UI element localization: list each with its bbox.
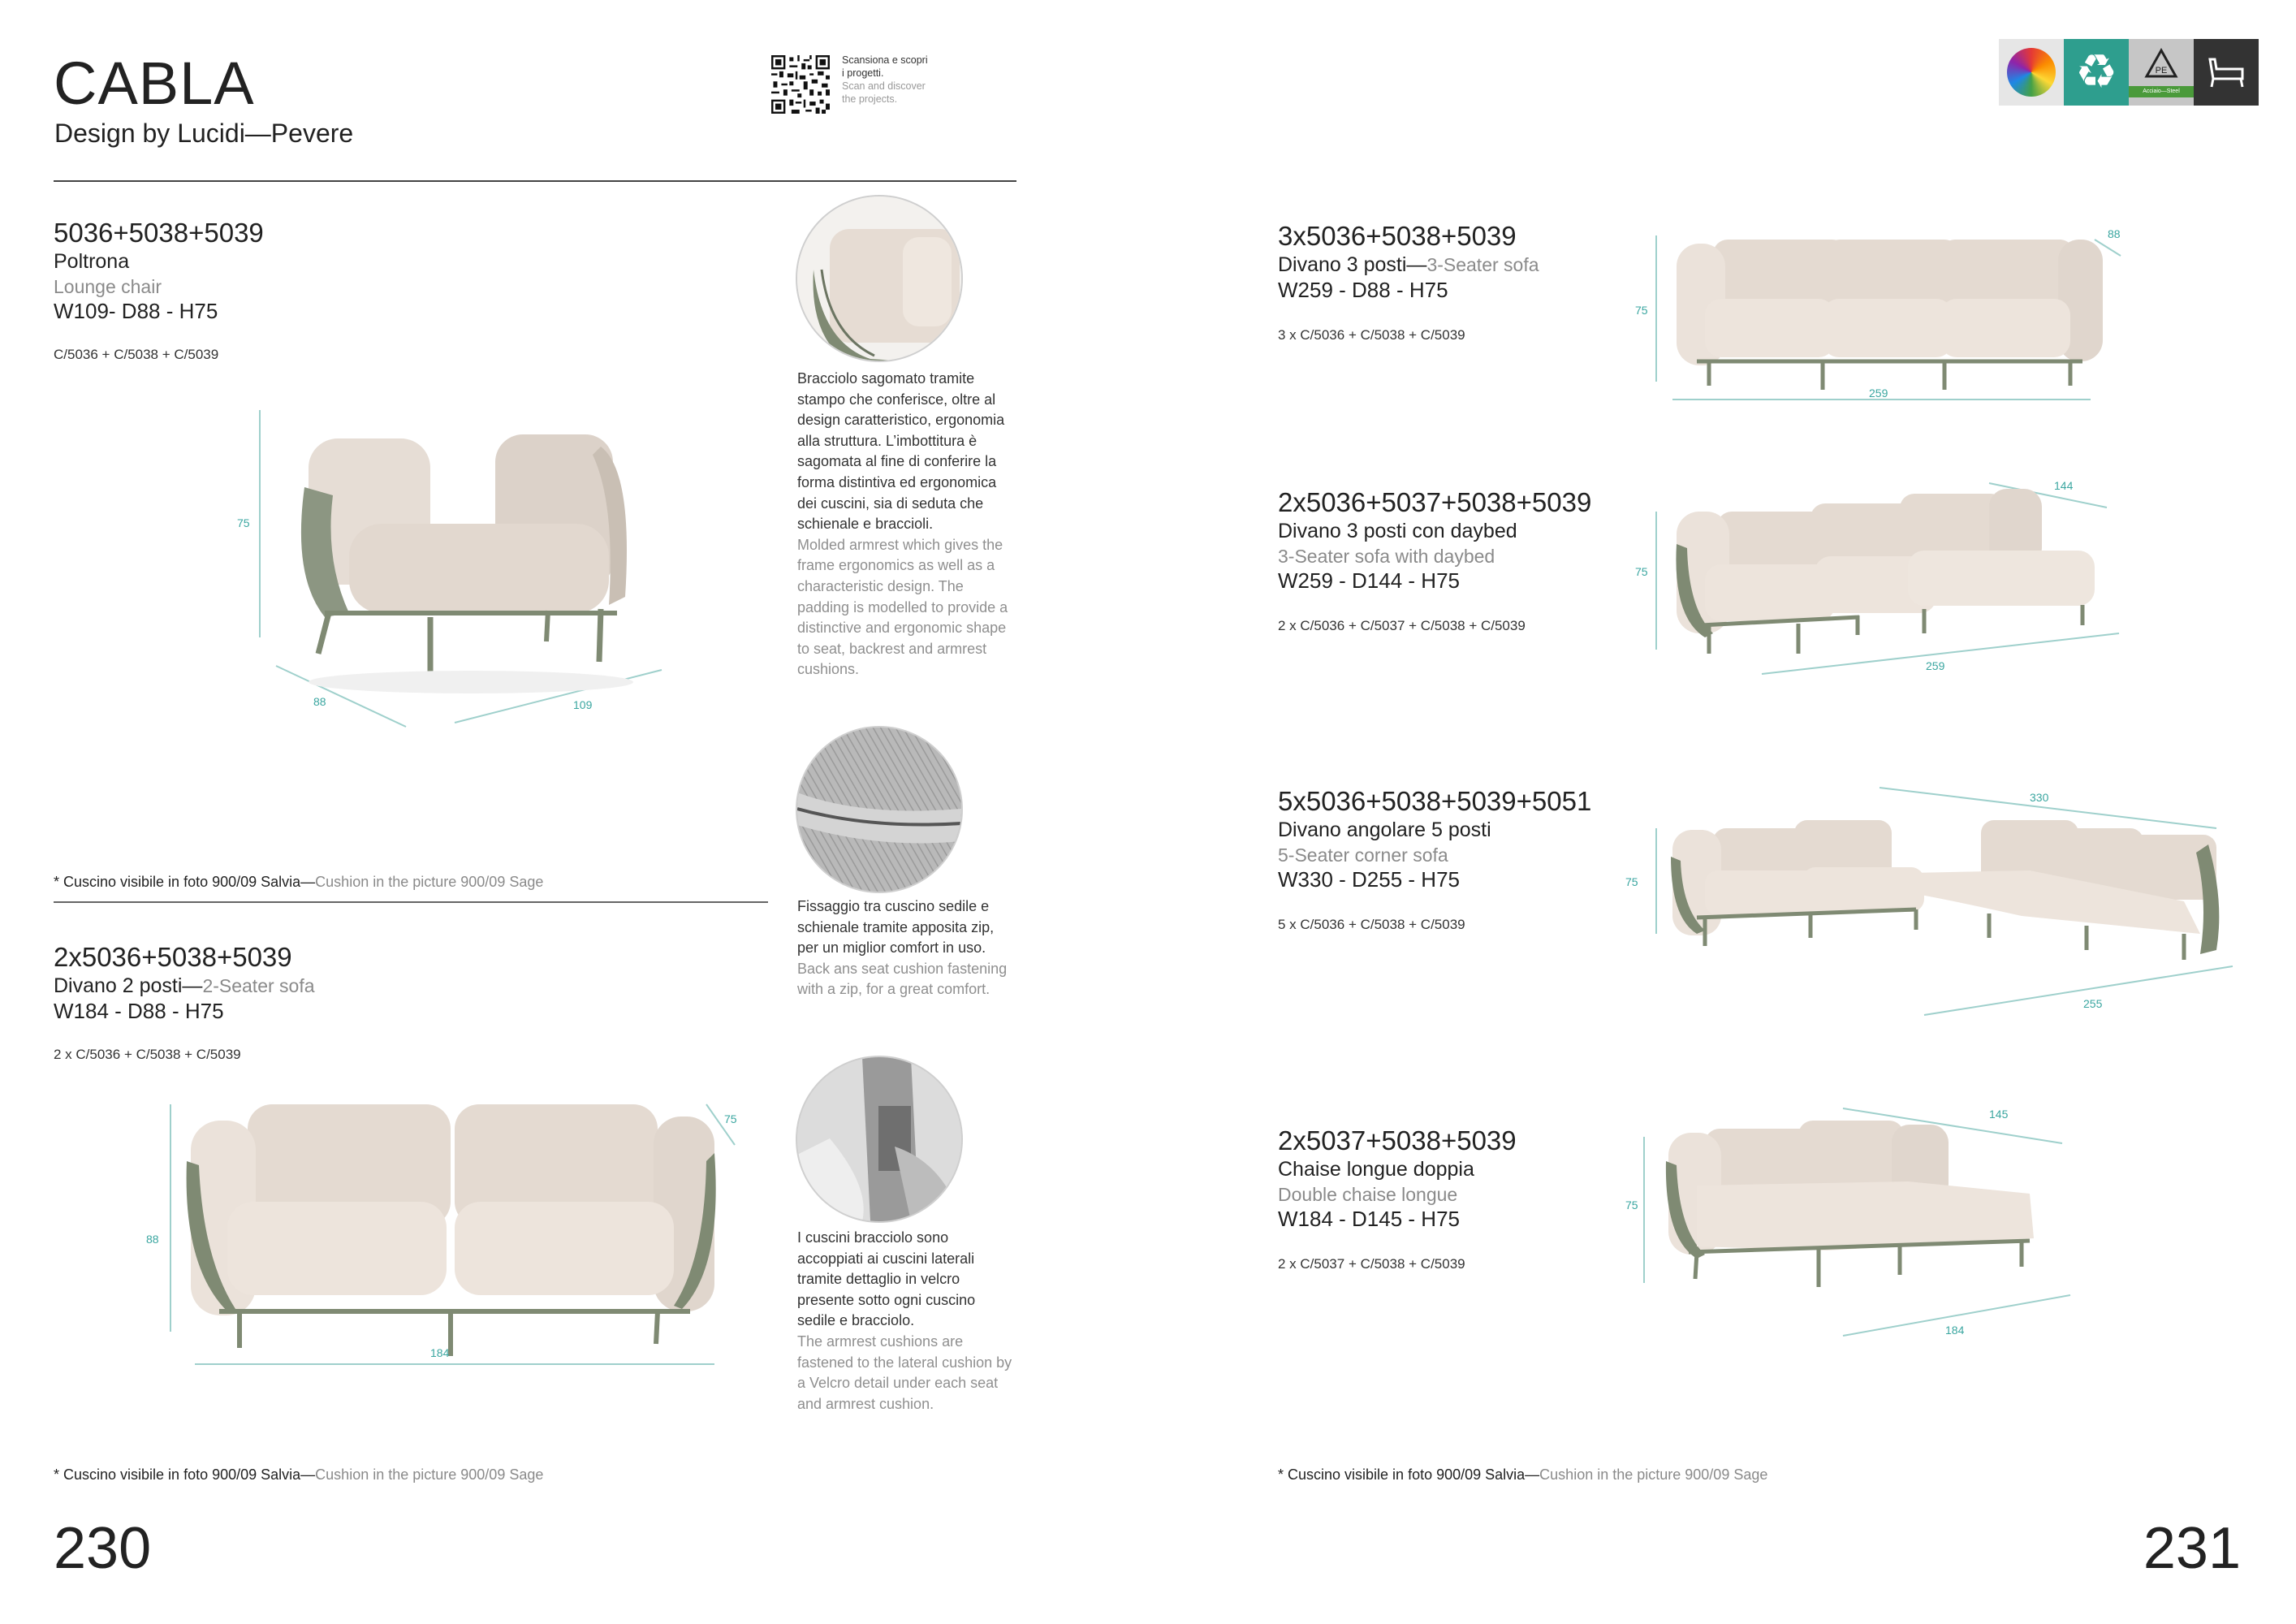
header-divider [54, 180, 1016, 182]
dim-width: 109 [573, 698, 593, 711]
recyclable-badge [2064, 39, 2129, 106]
page-number-left: 230 [54, 1516, 152, 1581]
product-dimensions: W259 - D88 - H75 [1278, 278, 1448, 302]
product-code: 2x5037+5038+5039 [1278, 1125, 1517, 1155]
velcro-description: I cuscini bracciolo sono accoppiati ai cuscini laterali tramite dettaglio in velcro presente sotto ogni cuscino sedile e bracciolo. The armrest cushions are fastened to the lateral cushion by a Velcro detail under each seat and armrest cushion. [797, 1229, 1012, 1412]
corner-sofa-image [1648, 780, 2241, 1023]
dim-depth: 145 [1989, 1108, 2009, 1121]
product-name-it: Poltrona [54, 250, 130, 273]
product-code: 5x5036+5038+5039+5051 [1278, 786, 1592, 816]
product-double-chaise-longue [1278, 1125, 1517, 1272]
armrest-detail-image [796, 195, 963, 362]
lounge-chair-image [227, 398, 682, 739]
cushion-note: * Cuscino visibile in foto 900/09 Salvia—Cushion in the picture 900/09 Sage [1278, 1466, 1768, 1483]
product-name-it: Chaise longue doppia [1278, 1158, 1474, 1181]
dim-height: 75 [237, 516, 250, 529]
product-reference: 5 x C/5036 + C/5038 + C/5039 [1278, 917, 1465, 932]
product-code: 5036+5038+5039 [54, 218, 264, 248]
collection-title: CABLA [54, 50, 255, 117]
product-dimensions: W109- D88 - H75 [54, 299, 218, 323]
sofa-with-daybed-image [1648, 479, 2135, 682]
section-divider [54, 901, 768, 903]
colour-options-badge [1999, 39, 2064, 106]
product-reference: 2 x C/5036 + C/5038 + C/5039 [54, 1047, 241, 1062]
dim-height: 75 [1635, 565, 1648, 578]
zip-description: Fissaggio tra cuscino sedile e schienale tramite apposita zip, per un miglior comfort in uso. Back ans seat cushion fastening with a zip, for a great comfort. [797, 898, 1008, 998]
product-code: 3x5036+5038+5039 [1278, 221, 1517, 251]
dim-height: 75 [1625, 875, 1638, 888]
cushion-note: * Cuscino visibile in foto 900/09 Salvia—Cushion in the picture 900/09 Sage [54, 1466, 544, 1483]
qr-code[interactable] [771, 55, 830, 114]
product-dimensions: W259 - D144 - H75 [1278, 568, 1460, 593]
outdoor-furniture-badge [2194, 39, 2259, 106]
dim-width: 259 [1926, 659, 1945, 672]
product-name-en: 3-Seater sofa with daybed [1278, 546, 1495, 567]
qr-caption: Scansiona e scopri i progetti. Scan and discover the projects. [842, 54, 928, 105]
cushion-note: * Cuscino visibile in foto 900/09 Salvia—Cushion in the picture 900/09 Sage [54, 874, 544, 890]
color-wheel-icon [2007, 48, 2056, 97]
dim-depth: 75 [724, 1112, 737, 1125]
designer-credit: Design by Lucidi—Pevere [54, 119, 354, 148]
product-name-en: 5-Seater corner sofa [1278, 844, 1448, 866]
product-dimensions: W184 - D145 - H75 [1278, 1207, 1460, 1231]
dim-depth: 144 [2054, 479, 2074, 492]
dim-height: 75 [1635, 304, 1648, 317]
product-dimensions: W184 - D88 - H75 [54, 999, 224, 1023]
material-label: Acciaio—Steel [2129, 86, 2194, 97]
product-reference: C/5036 + C/5038 + C/5039 [54, 347, 219, 362]
product-code: 2x5036+5037+5038+5039 [1278, 487, 1592, 517]
double-chaise-longue-image [1632, 1104, 2087, 1348]
dim-width: 255 [2083, 997, 2103, 1010]
svg-text:PE: PE [2155, 66, 2168, 76]
three-seater-sofa-image [1648, 227, 2135, 414]
lounge-chair-icon [2205, 54, 2247, 90]
product-corner-sofa [1278, 786, 1591, 933]
product-name-it: Divano 3 posti con daybed [1278, 520, 1517, 542]
product-name: Divano 3 posti—3-Seater sofa [1278, 253, 1539, 276]
product-reference: 2 x C/5037 + C/5038 + C/5039 [1278, 1256, 1465, 1272]
material-badge [2129, 39, 2194, 106]
product-name-en: Double chaise longue [1278, 1184, 1458, 1205]
recycling-triangle-icon [2143, 47, 2179, 83]
dim-width: 184 [430, 1346, 450, 1359]
dim-height: 75 [1625, 1199, 1638, 1212]
zip-detail-image [796, 726, 963, 893]
armrest-description: Bracciolo sagomato tramite stampo che conferisce, oltre al design caratteristico, ergonomia alla struttura. L’imbottitura è sagomata al fine di conferire la forma distintiva ed ergonomica dei cuscini, sia di seduta che schienale e braccioli. Molded armrest which gives the frame ergonomics as well as a characteristic design. The padding is modelled to provide a distinctive and ergonomic shape to seat, backrest and armrest cushions. [797, 370, 1008, 678]
two-seater-sofa-image [162, 1096, 747, 1372]
product-name-en: Lounge chair [54, 276, 162, 297]
product-sofa-with-daybed [1278, 487, 1591, 634]
dim-width: 184 [1945, 1324, 1965, 1337]
product-code: 2x5036+5038+5039 [54, 942, 292, 972]
dim-width: 259 [1869, 387, 1888, 400]
velcro-detail-image [796, 1056, 963, 1223]
dim-depth: 88 [2108, 227, 2121, 240]
product-name-it: Divano angolare 5 posti [1278, 818, 1491, 841]
recycle-icon: ♻ [2075, 45, 2117, 98]
product-2-seater-sofa [54, 942, 315, 1063]
product-lounge-chair [54, 218, 264, 363]
page-number-right: 231 [2143, 1516, 2241, 1581]
dim-height: 88 [146, 1233, 159, 1246]
product-reference: 3 x C/5036 + C/5038 + C/5039 [1278, 327, 1465, 343]
product-name: Divano 2 posti—2-Seater sofa [54, 974, 315, 997]
dim-depth: 88 [313, 695, 326, 708]
product-3-seater-sofa [1278, 221, 1539, 343]
dim-depth: 330 [2030, 791, 2049, 804]
product-dimensions: W330 - D255 - H75 [1278, 867, 1460, 892]
product-reference: 2 x C/5036 + C/5037 + C/5038 + C/5039 [1278, 618, 1526, 633]
